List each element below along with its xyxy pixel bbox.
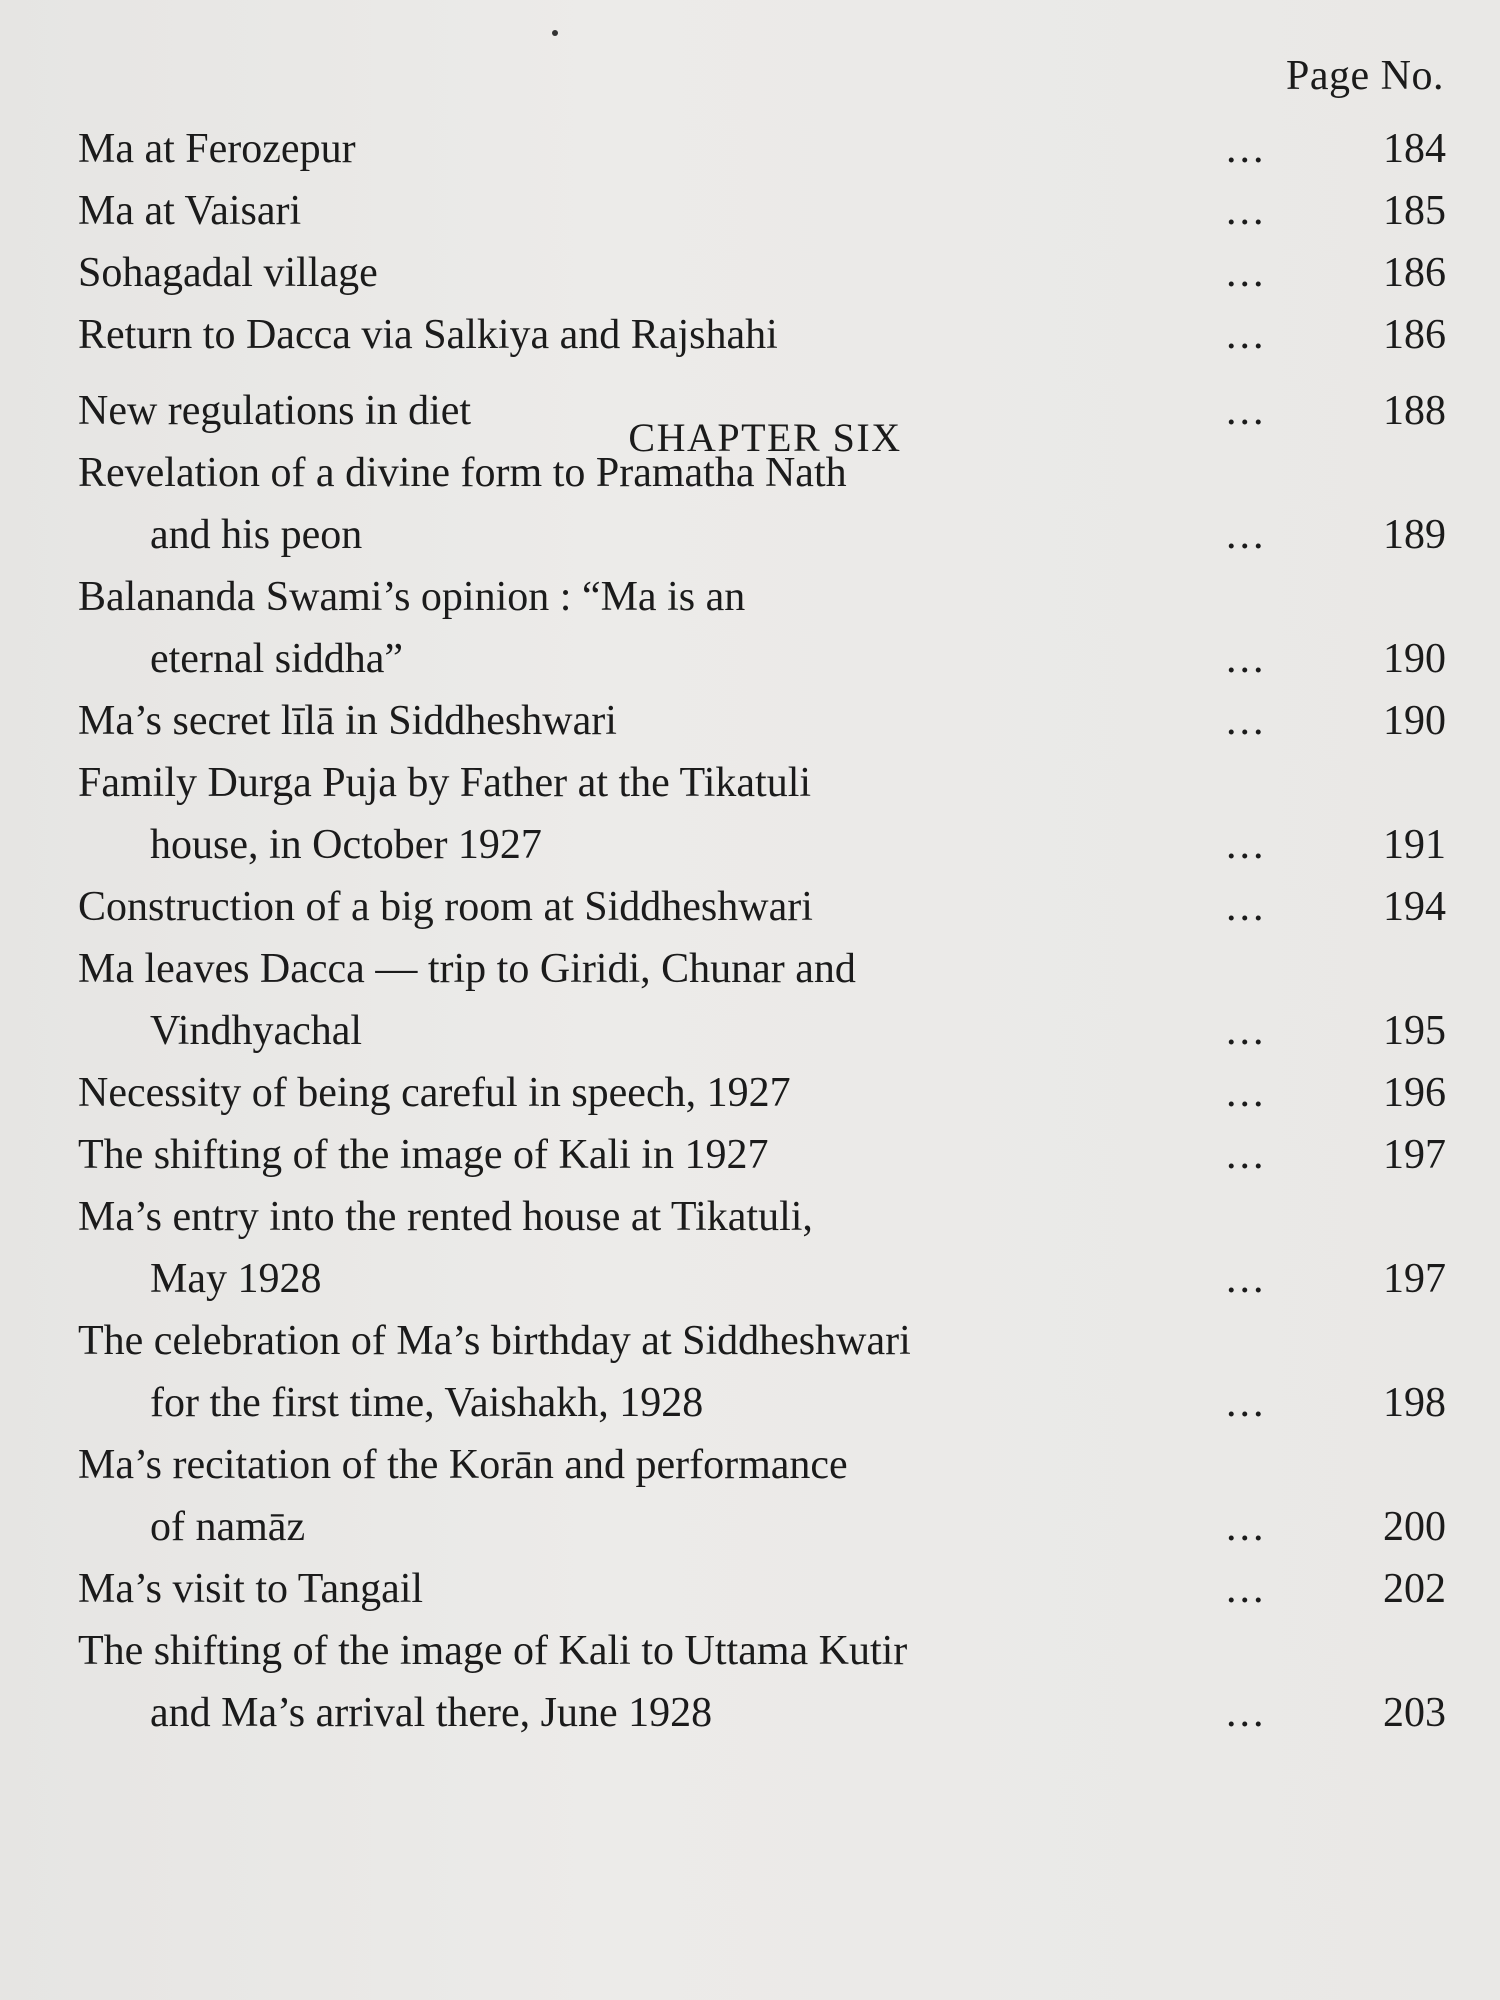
- toc-entry: [78, 752, 1446, 876]
- leader-dots: ...: [1226, 1504, 1267, 1550]
- toc-entry: [78, 876, 1446, 938]
- page-number: 195: [1383, 1008, 1446, 1054]
- page-number: 200: [1383, 1504, 1446, 1550]
- page-number: 198: [1383, 1380, 1446, 1426]
- leader-dots: ...: [1226, 884, 1267, 930]
- toc-entry-title-line: Ma’s entry into the rented house at Tikatuli,: [78, 1194, 813, 1240]
- leader-dots: ...: [1226, 636, 1267, 682]
- toc-entry: [78, 242, 1446, 304]
- toc-entry-title-line: Ma’s visit to Tangail: [78, 1566, 424, 1612]
- leader-dots: ...: [1226, 1256, 1267, 1302]
- leader-dots: ...: [1226, 250, 1267, 296]
- toc-entry-title-line: May 1928: [150, 1256, 322, 1302]
- toc-entry-title-line: Return to Dacca via Salkiya and Rajshahi: [78, 312, 778, 358]
- toc-entry: [78, 1310, 1446, 1434]
- page-number: 203: [1383, 1690, 1446, 1736]
- page-number: 194: [1383, 884, 1446, 930]
- page-number: 186: [1383, 312, 1446, 358]
- toc-entry-title-line: Construction of a big room at Siddheshwari: [78, 884, 813, 930]
- leader-dots: ...: [1226, 188, 1267, 234]
- toc-entry-title-line: and Ma’s arrival there, June 1928: [150, 1690, 713, 1736]
- page-number: 196: [1383, 1070, 1446, 1116]
- leader-dots: ...: [1226, 1380, 1267, 1426]
- leader-dots: ...: [1226, 1132, 1267, 1178]
- toc-entry: [78, 690, 1446, 752]
- toc-entry: [78, 180, 1446, 242]
- toc-entry-title-line: Ma’s secret līlā in Siddheshwari: [78, 698, 617, 744]
- toc-entry-title-line: Ma at Ferozepur: [78, 126, 356, 172]
- toc-entry-title-line: The celebration of Ma’s birthday at Siddheshwari: [78, 1318, 911, 1364]
- toc-entry: [78, 1124, 1446, 1186]
- page-no-header: Page No.: [1286, 53, 1444, 99]
- toc-entry: [78, 1062, 1446, 1124]
- toc-entry: [78, 566, 1446, 690]
- leader-dots: ...: [1226, 1070, 1267, 1116]
- page-number: 186: [1383, 250, 1446, 296]
- ink-speck: [552, 30, 558, 36]
- toc-entry: [78, 118, 1446, 180]
- toc-entry-title-line: New regulations in diet: [78, 388, 472, 434]
- page-number: 190: [1383, 698, 1446, 744]
- leader-dots: ...: [1226, 126, 1267, 172]
- leader-dots: ...: [1226, 1690, 1267, 1736]
- toc-entry-title-line: Sohagadal village: [78, 250, 378, 296]
- leader-dots: ...: [1226, 1008, 1267, 1054]
- toc-entry-title-line: Family Durga Puja by Father at the Tikatuli: [78, 760, 812, 806]
- leader-dots: ...: [1226, 1566, 1267, 1612]
- toc-entry-title-line: Ma leaves Dacca — trip to Giridi, Chunar and: [78, 946, 856, 992]
- toc-entry-title-line: of namāz: [150, 1504, 306, 1550]
- toc-entry-title-line: Vindhyachal: [150, 1008, 363, 1054]
- toc-entry: [78, 304, 1446, 366]
- toc-entry: [78, 1186, 1446, 1310]
- page-number: 191: [1383, 822, 1446, 868]
- chapter-heading: CHAPTER SIX: [628, 415, 902, 460]
- page-number: 190: [1383, 636, 1446, 682]
- toc-entry-title-line: The shifting of the image of Kali in 1927: [78, 1132, 769, 1178]
- page-number: 185: [1383, 188, 1446, 234]
- toc-entry-title-line: house, in October 1927: [150, 822, 542, 868]
- toc-entry-title-line: The shifting of the image of Kali to Uttama Kutir: [78, 1628, 908, 1674]
- page-number: 188: [1383, 388, 1446, 434]
- page-number: 202: [1383, 1566, 1446, 1612]
- leader-dots: ...: [1226, 312, 1267, 358]
- toc-entry: [78, 1434, 1446, 1558]
- toc-entry-title-line: Ma at Vaisari: [78, 188, 302, 234]
- page-number: 197: [1383, 1256, 1446, 1302]
- leader-dots: ...: [1226, 822, 1267, 868]
- toc-entry-title-line: Ma’s recitation of the Korān and performance: [78, 1442, 848, 1488]
- toc-entry-title-line: eternal siddha”: [150, 636, 404, 682]
- toc-entry: [78, 1558, 1446, 1620]
- page-number: 189: [1383, 512, 1446, 558]
- toc-entry: [78, 442, 1446, 566]
- page-number: 184: [1383, 126, 1446, 172]
- toc-entry: [78, 380, 1446, 442]
- toc-entry-title-line: Balananda Swami’s opinion : “Ma is an: [78, 574, 746, 620]
- toc-entry-title-line: Necessity of being careful in speech, 1927: [78, 1070, 791, 1116]
- toc-entry: [78, 938, 1446, 1062]
- leader-dots: ...: [1226, 698, 1267, 744]
- toc-entry-title-line: Revelation of a divine form to Pramatha Nath: [78, 450, 847, 496]
- leader-dots: ...: [1226, 388, 1267, 434]
- leader-dots: ...: [1226, 512, 1267, 558]
- page-number: 197: [1383, 1132, 1446, 1178]
- toc-entry: [78, 1620, 1446, 1744]
- toc-entry-title-line: for the first time, Vaishakh, 1928: [150, 1380, 704, 1426]
- toc-entry-title-line: and his peon: [150, 512, 363, 558]
